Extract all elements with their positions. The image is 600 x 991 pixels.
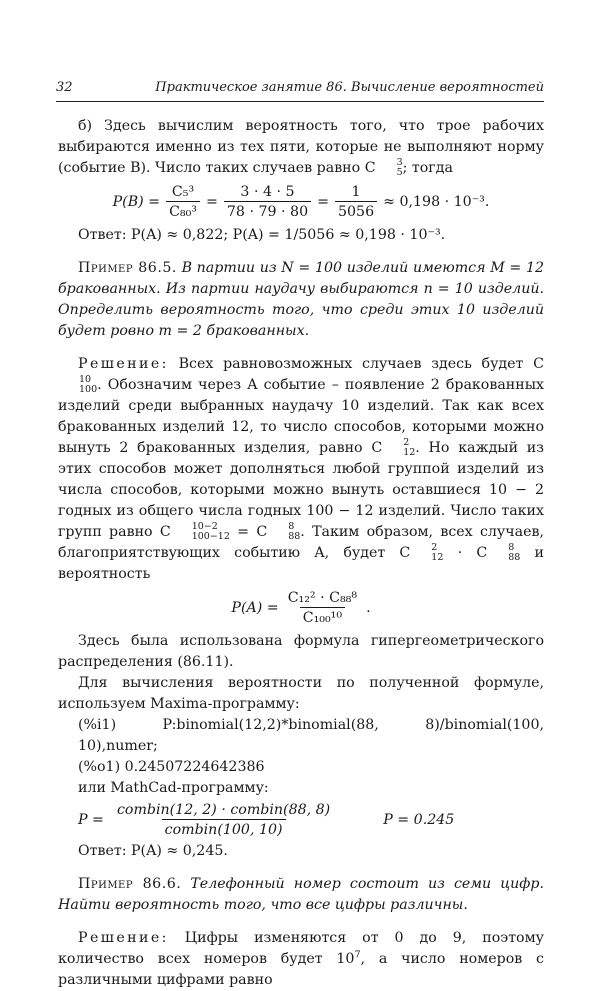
example-label: Пример 86.6. [78, 876, 182, 892]
formula-note: Здесь была использована формула гипергеометрического распределения (86.11). [58, 633, 544, 670]
answer-part-b: Ответ: P(A) ≈ 0,822; P(A) = 1/5056 ≈ 0,198 · 10⁻³. [78, 227, 446, 243]
maxima-intro: Для вычисления вероятности по полученной формуле, используем Maxima-программу: [58, 675, 544, 712]
page-number: 32 [56, 80, 73, 95]
example-label: Пример 86.5. [78, 260, 177, 276]
example-86-5: Пример 86.5. В партии из N = 100 изделий имеются M = 12 бракованных. Из партии наудачу выбираются n = 10 изделий. Определить вероятность того, что среди этих 10 изделий будет ровно m = 2 бракованных. [58, 260, 545, 339]
mathcad-formula: P = $\frac{\text{combin(12, 2) · combin(88, 8)}}{\text{combin(100, 10)}}$ P = 0.245 [78, 802, 455, 838]
formula-pa: P(A) = $\frac{\text{C₁₂² · C₈₈⁸}}{\text{C₁₀₀¹⁰}}$ . [231, 590, 371, 626]
maxima-input: (%i1) P:binomial(12,2)*binomial(88, 8)/binomial(100, 10),numer; [78, 717, 544, 754]
mathcad-intro: или MathCad-программу: [78, 780, 269, 796]
page-header [56, 80, 544, 102]
page-body [58, 116, 544, 991]
mathcad-result: P = 0.245 [383, 811, 455, 828]
solution-86-5: Решение: Всех равновозможных случаев здесь будет C 10 100 . Обозначим через A событие – появление 2 бракованных изделий среди выбранных наудачу 10 изделий. Так как всех бракованных изделий 12, то число способов, которыми можно вынуть 2 бракованных изделия, равно C 2 12 . Но каждый из этих способов может дополняться любой группой изделий из числа способов, которыми можно вынуть оставшиеся 10 − 2 годных из общего числа годных 100 − 12 изделий. Число таких групп равно C 10−2 100−12 = C 8 88 . Таким образом, всех случаев, благоприятствующих событию A, будет C 2 12 · C 8 88 и вероятность [58, 356, 545, 582]
example-86-6: Пример 86.6. Телефонный номер состоит из семи цифр. Найти вероятность того, что все цифры различны. [58, 876, 544, 913]
part-b-paragraph: б) Здесь вычислим вероятность того, что трое рабочих выбираются именно из тех пяти, которые не выполняют норму (событие B). Число таких случаев равно C 3 5 ; тогда [58, 118, 544, 178]
formula-pb: P(B) = $\frac{\text{C₅³}}{\text{C₈₀³}}$ = $\frac{3 \cdot 4 \cdot 5}{78 \cdot 79 \cdot 80}$ = $\frac{1}{5056}$ ≈ 0,198 · 10⁻³. [112, 184, 490, 220]
solution-label: Решение: [78, 356, 169, 372]
maxima-output: (%o1) 0.24507224642386 [78, 759, 265, 775]
solution-86-6: Решение: Цифры изменяются от 0 до 9, поэтому количество всех номеров будет $10^7$, а число номеров с различными цифрами равно [58, 930, 544, 988]
solution-label: Решение: [78, 930, 169, 946]
answer-86-5: Ответ: P(A) ≈ 0,245. [78, 843, 228, 859]
running-title: Практическое занятие 86. Вычисление вероятностей [155, 80, 544, 95]
